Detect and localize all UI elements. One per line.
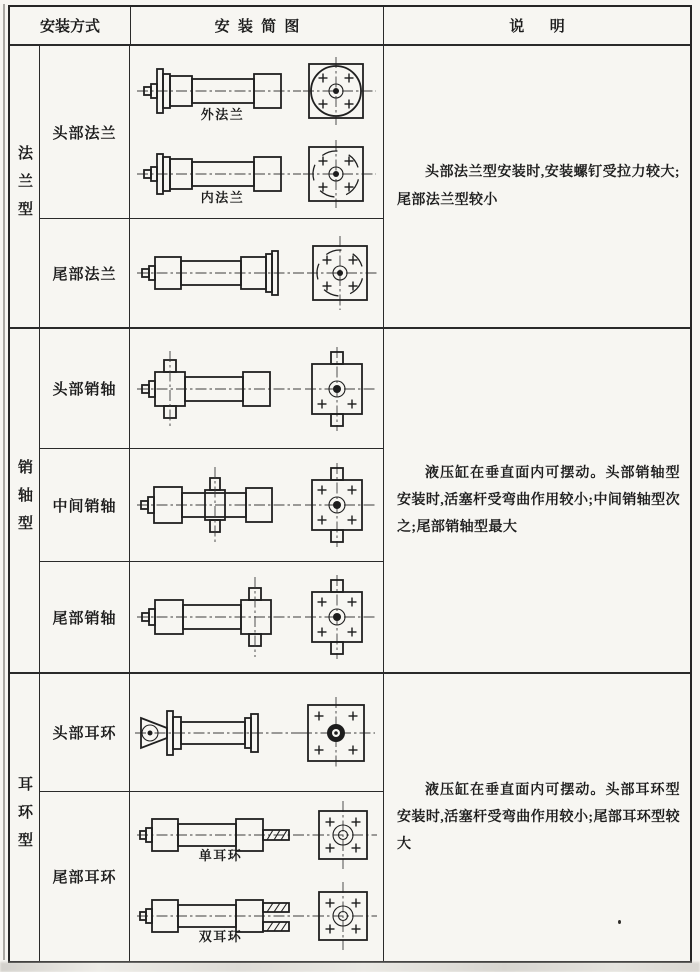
- row-tail-pin: [40, 562, 384, 672]
- cylinder-middle-pin-drawing: [135, 455, 379, 555]
- row-tail-eye: [40, 792, 384, 961]
- cylinder-head-pin-drawing: [135, 339, 379, 439]
- group-label-pin-type: 销轴型: [16, 458, 32, 543]
- diagram-cell-tail-flange: [130, 219, 384, 327]
- eye-rows: [40, 674, 384, 961]
- description-pin-text: 液压缸在垂直面内可摆动。头部销轴型安装时,活塞杆受弯曲作用较小;中间销轴型次之;尾部销轴型最大: [397, 465, 680, 536]
- caption-single-eye: 单耳环: [198, 848, 243, 863]
- group-cell-pin-type: [10, 329, 40, 672]
- scan-speck: [618, 920, 621, 924]
- caption-inner-flange: 内法兰: [200, 189, 245, 205]
- group-cell-flange-type: [10, 46, 40, 327]
- diagram-head-eye: [135, 685, 379, 780]
- section-pin-type: [10, 329, 690, 674]
- row-label-tail-eye: 尾部耳环: [40, 792, 130, 961]
- section-flange-type: [10, 46, 690, 329]
- diagram-cell-tail-pin: [130, 562, 384, 672]
- cylinder-inner-flange-drawing: [135, 134, 379, 214]
- diagram-head-flange-outer: [135, 51, 379, 131]
- description-flange-text: 头部法兰型安装时,安装螺钉受拉力较大;尾部法兰型较小: [397, 165, 680, 208]
- caption-outer-flange: 外法兰: [200, 106, 245, 122]
- diagram-middle-pin: [135, 455, 379, 555]
- header-diagram: 安装简图: [131, 7, 384, 44]
- header-mounting-method: 安装方式: [10, 7, 131, 44]
- row-label-middle-pin: 中间销轴: [40, 449, 130, 561]
- row-label-head-pin: 头部销轴: [40, 329, 130, 448]
- row-label-head-eye: 头部耳环: [40, 674, 130, 791]
- diagram-tail-pin: [135, 567, 379, 667]
- scan-left-edge-line: [3, 4, 5, 960]
- diagram-tail-eye-double: [135, 878, 379, 956]
- row-tail-flange: [40, 219, 384, 327]
- cylinder-outer-flange-drawing: [135, 51, 379, 131]
- cylinder-tail-flange-drawing: [135, 228, 379, 318]
- diagram-cell-head-pin: [130, 329, 384, 448]
- diagram-tail-flange: [135, 228, 379, 318]
- section-eye-type: [10, 674, 690, 961]
- header-description: 说明: [509, 19, 591, 35]
- mounting-methods-table: [8, 5, 692, 963]
- diagram-tail-eye-single: [135, 797, 379, 875]
- row-label-tail-flange: 尾部法兰: [40, 219, 130, 327]
- row-label-tail-pin: 尾部销轴: [40, 562, 130, 672]
- diagram-head-pin: [135, 339, 379, 439]
- cylinder-double-eye-drawing: [135, 878, 379, 956]
- group-cell-eye-type: [10, 674, 40, 961]
- diagram-cell-head-eye: [130, 674, 384, 791]
- description-eye-type: [384, 674, 690, 961]
- description-pin-type: [384, 329, 690, 672]
- diagram-cell-head-flange: [130, 46, 384, 218]
- row-head-eye: [40, 674, 384, 792]
- group-label-eye-type: 耳环型: [16, 775, 32, 860]
- cylinder-tail-pin-drawing: [135, 567, 379, 667]
- diagram-cell-tail-eye: [130, 792, 384, 961]
- group-label-flange-type: 法兰型: [16, 144, 32, 229]
- row-head-flange: [40, 46, 384, 219]
- row-middle-pin: [40, 449, 384, 562]
- description-eye-text: 液压缸在垂直面内可摆动。头部耳环型安装时,活塞杆受弯曲作用较小;尾部耳环型较大: [397, 782, 680, 853]
- description-flange-type: [384, 46, 690, 327]
- diagram-cell-middle-pin: [130, 449, 384, 561]
- scan-edge-smudge: [0, 962, 700, 972]
- cylinder-head-eye-drawing: [135, 685, 379, 780]
- table-header-row: [10, 7, 690, 46]
- pin-rows: [40, 329, 384, 672]
- row-head-pin: [40, 329, 384, 449]
- caption-double-eye: 双耳环: [198, 929, 243, 944]
- diagram-head-flange-inner: [135, 134, 379, 214]
- row-label-head-flange: 头部法兰: [40, 46, 130, 218]
- flange-rows: [40, 46, 384, 327]
- cylinder-single-eye-drawing: [135, 797, 379, 875]
